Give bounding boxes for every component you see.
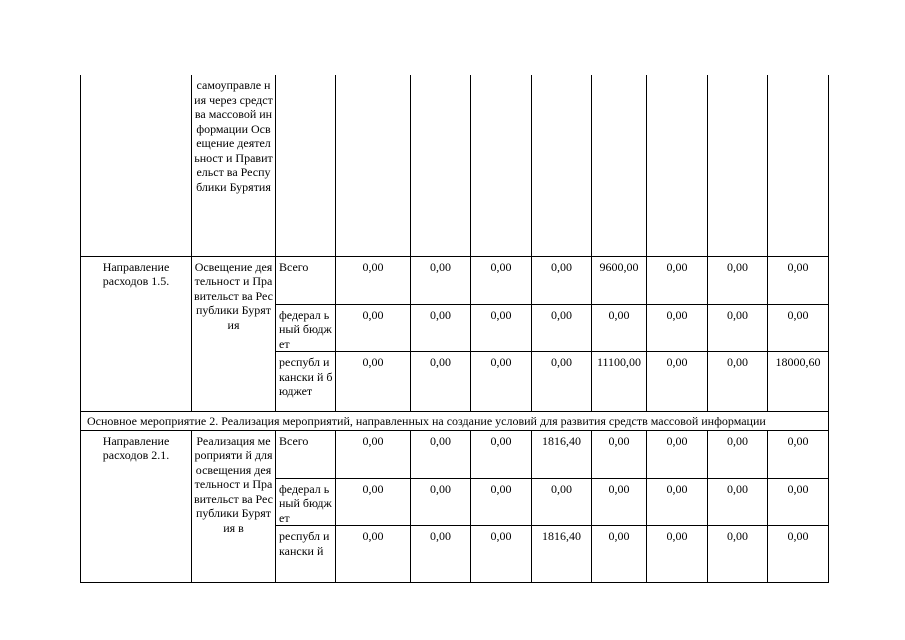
value-cell: 0,00	[592, 430, 647, 478]
value-cell: 0,00	[647, 352, 708, 412]
direction-cell	[81, 75, 192, 256]
value-cell: 0,00	[336, 352, 411, 412]
value-cell: 0,00	[471, 304, 532, 352]
value-cell	[592, 75, 647, 256]
value-cell: 0,00	[708, 352, 768, 412]
event-name-cell: самоуправле ния через средства массовой информации Освещение деятельност и Правительст ва Республики Бурятия	[192, 75, 276, 256]
value-cell: 0,00	[336, 526, 411, 583]
value-cell: 0,00	[336, 304, 411, 352]
value-cell: 0,00	[411, 526, 471, 583]
value-cell	[647, 75, 708, 256]
value-cell	[768, 75, 829, 256]
value-cell: 1816,40	[532, 526, 592, 583]
value-cell: 0,00	[471, 526, 532, 583]
value-cell	[532, 75, 592, 256]
funding-source-label: Всего	[276, 256, 336, 304]
funding-source-label: республ икански й	[276, 526, 336, 583]
value-cell: 0,00	[647, 478, 708, 526]
funding-source-label: федерал ьный бюджет	[276, 304, 336, 352]
value-cell: 0,00	[768, 478, 829, 526]
value-cell	[471, 75, 532, 256]
value-cell: 0,00	[471, 256, 532, 304]
value-cell: 0,00	[708, 430, 768, 478]
value-cell: 0,00	[532, 478, 592, 526]
value-cell: 0,00	[768, 526, 829, 583]
value-cell: 0,00	[411, 430, 471, 478]
value-cell: 18000,60	[768, 352, 829, 412]
value-cell: 0,00	[532, 256, 592, 304]
value-cell: 0,00	[768, 304, 829, 352]
value-cell: 0,00	[647, 526, 708, 583]
value-cell: 0,00	[336, 478, 411, 526]
value-cell: 0,00	[708, 256, 768, 304]
direction-label: Направление расходов 2.1.	[81, 430, 192, 583]
value-cell: 0,00	[471, 478, 532, 526]
main-event-row	[81, 412, 829, 431]
value-cell: 0,00	[471, 352, 532, 412]
value-cell: 0,00	[411, 352, 471, 412]
funding-source-label: Всего	[276, 430, 336, 478]
budget-table	[80, 75, 829, 583]
value-cell: 0,00	[592, 478, 647, 526]
value-cell	[411, 75, 471, 256]
value-cell: 0,00	[336, 256, 411, 304]
value-cell: 0,00	[336, 430, 411, 478]
value-cell	[336, 75, 411, 256]
value-cell: 0,00	[768, 256, 829, 304]
value-cell: 9600,00	[592, 256, 647, 304]
value-cell: 0,00	[592, 304, 647, 352]
value-cell: 0,00	[411, 304, 471, 352]
value-cell: 11100,00	[592, 352, 647, 412]
value-cell: 0,00	[647, 430, 708, 478]
value-cell: 0,00	[532, 352, 592, 412]
value-cell: 0,00	[411, 478, 471, 526]
event-name-cell: Освещение деятельност и Правительст ва Республики Бурятия	[192, 256, 276, 412]
table-row	[81, 430, 829, 478]
value-cell: 1816,40	[532, 430, 592, 478]
table-row	[81, 256, 829, 304]
continuation-row	[81, 75, 829, 256]
value-cell: 0,00	[592, 526, 647, 583]
source-cell	[276, 75, 336, 256]
value-cell: 0,00	[647, 256, 708, 304]
main-event-title: Основное мероприятие 2. Реализация мероприятий, направленных на создание условий для развития средств массовой информации	[81, 412, 829, 431]
value-cell: 0,00	[708, 304, 768, 352]
event-name-cell: Реализация мероприяти й для освещения деятельност и Правительст ва Республики Бурятия в	[192, 430, 276, 583]
value-cell: 0,00	[708, 526, 768, 583]
value-cell: 0,00	[708, 478, 768, 526]
value-cell: 0,00	[471, 430, 532, 478]
value-cell: 0,00	[647, 304, 708, 352]
direction-label: Направление расходов 1.5.	[81, 256, 192, 412]
funding-source-label: федерал ьный бюджет	[276, 478, 336, 526]
funding-source-label: республ икански й бюджет	[276, 352, 336, 412]
value-cell: 0,00	[532, 304, 592, 352]
value-cell: 0,00	[411, 256, 471, 304]
value-cell: 0,00	[768, 430, 829, 478]
value-cell	[708, 75, 768, 256]
